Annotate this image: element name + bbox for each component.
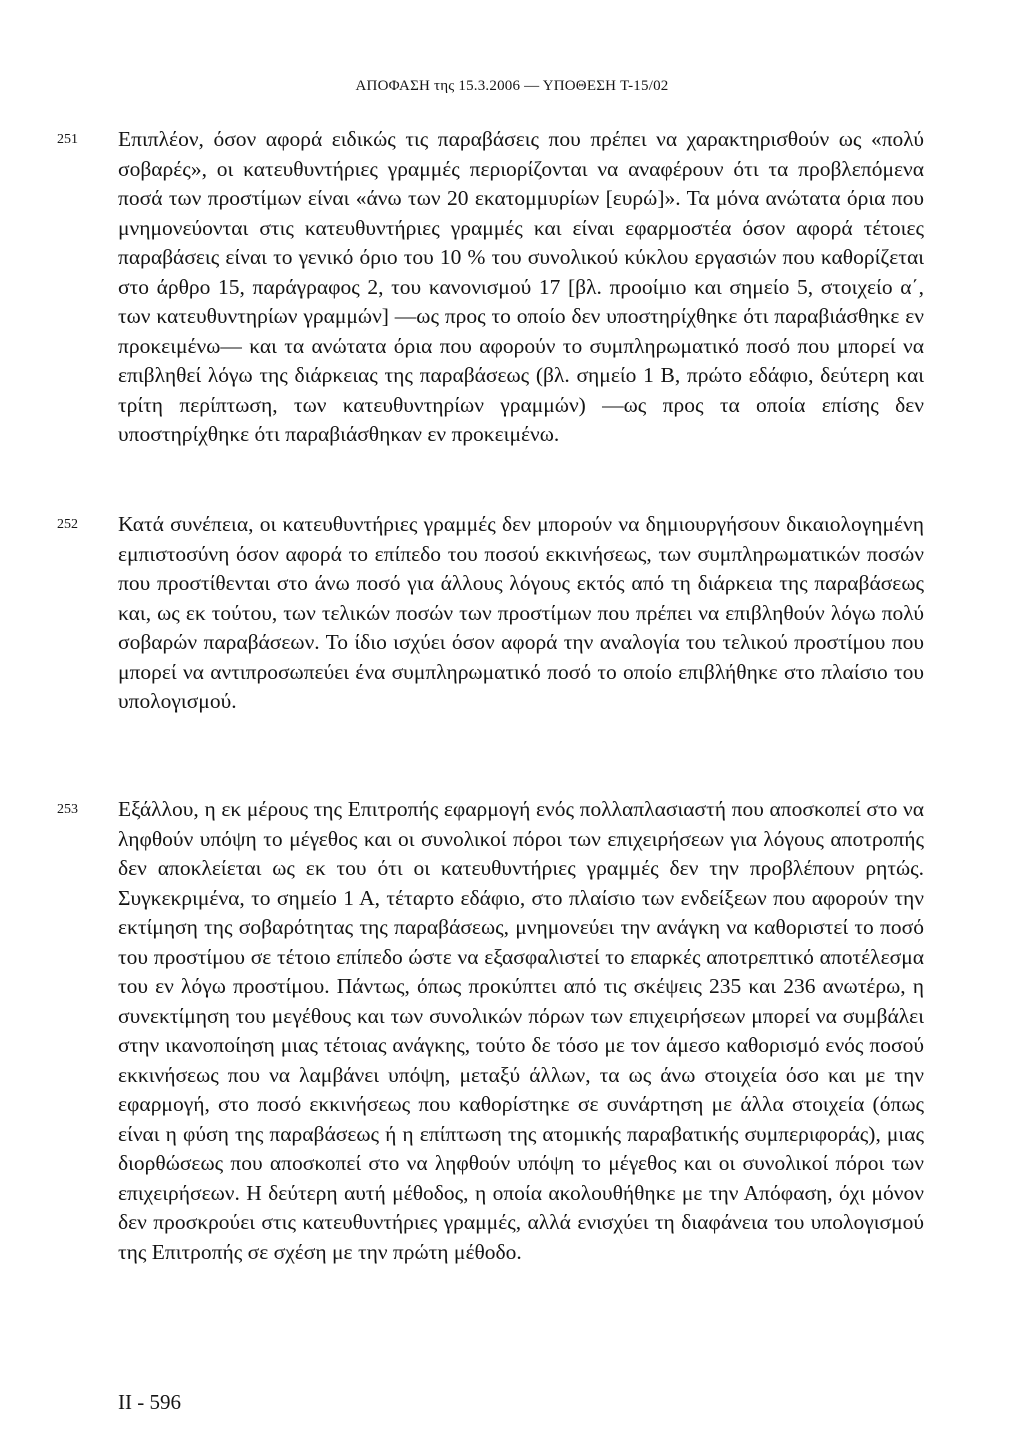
paragraph-text: Κατά συνέπεια, οι κατευθυντήριες γραμμές δεν μπορούν να δημιουργήσουν δικαιολογημένη εμπιστοσύνη όσον αφορά το επίπεδο του ποσού εκκινήσεως, των συμπληρωματικών ποσών που προστίθενται στο άνω ποσό για άλλους λόγους εκτός από τη διάρκεια της παραβάσεως και, ως εκ τούτου, των τελικών ποσών των προστίμων που πρέπει να επιβληθούν λόγω πολύ σοβαρών παραβάσεων. Το ίδιο ισχύει όσον αφορά την αναλογία του τελικού προστίμου που μπορεί να αντιπροσωπεύει ένα συμπληρωματικό ποσό το οποίο επιβλήθηκε στο πλαίσιο του υπολογισμού.: [118, 512, 924, 713]
paragraph-text: Εξάλλου, η εκ μέρους της Επιτροπής εφαρμογή ενός πολλαπλασιαστή που αποσκοπεί στο να ληφθούν υπόψη το μέγεθος και οι συνολικοί πόροι των επιχειρήσεων για λόγους αποτροπής δεν αποκλείεται ως εκ του ότι οι κατευθυντήριες γραμμές δεν την προβλέπουν ρητώς. Συγκεκριμένα, το σημείο 1 Α, τέταρτο εδάφιο, στο πλαίσιο των ενδείξεων που αφορούν την εκτίμηση της σοβαρότητας της παραβάσεως, μνημονεύει την ανάγκη να καθοριστεί το ποσό του προστίμου σε τέτοιο επίπεδο ώστε να εξασφαλιστεί το επαρκές αποτρεπτικό αποτέλεσμα του εν λόγω προστίμου. Πάντως, όπως προκύπτει από τις σκέψεις 235 και 236 ανωτέρω, η συνεκτίμηση του μεγέθους και των συνολικών πόρων των επιχειρήσεων μπορεί να συμβάλει στην ικανοποίηση μιας τέτοιας ανάγκης, τούτο δε τόσο με τον άμεσο καθορισμό ενός ποσού εκκινήσεως που να λαμβάνει υπόψη, μεταξύ άλλων, τα ως άνω στοιχεία όσο και με την εφαρμογή, στο ποσό εκκινήσεως που καθορίστηκε σε συνάρτηση με άλλα στοιχεία (όπως είναι η φύση της παραβάσεως ή η επίπτωση της ατομικής παραβατικής συμπεριφοράς), μιας διορθώσεως που αποσκοπεί στο να ληφθούν υπόψη το μέγεθος και οι συνολικοί πόροι των επιχειρήσεων. Η δεύτερη αυτή μέθοδος, η οποία ακολουθήθηκε με την Απόφαση, όχι μόνον δεν προσκρούει στις κατευθυντήριες γραμμές, αλλά ενισχύει τη διαφάνεια του υπολογισμού της Επιτροπής σε σχέση με την πρώτη μέθοδο.: [118, 797, 924, 1264]
paragraph-number: 251: [57, 132, 78, 147]
page-number: II - 596: [118, 1390, 181, 1414]
paragraph-number: 252: [57, 517, 78, 532]
running-header: ΑΠΟΦΑΣΗ της 15.3.2006 — ΥΠΟΘΕΣΗ T-15/02: [355, 78, 669, 94]
paragraph-text: Επιπλέον, όσον αφορά ειδικώς τις παραβάσεις που πρέπει να χαρακτηρισθούν ως «πολύ σοβαρές», οι κατευθυντήριες γραμμές περιορίζονται να αναφέρουν ότι τα προβλεπόμενα ποσά των προστίμων είναι «άνω των 20 εκατομμυρίων [ευρώ]». Τα μόνα ανώτατα όρια που μνημονεύονται στις κατευθυντήριες γραμμές και είναι εφαρμοστέα όσον αφορά τέτοιες παραβάσεις είναι το γενικό όριο του 10 % του συνολικού κύκλου εργασιών που καθορίζεται στο άρθρο 15, παράγραφος 2, του κανονισμού 17 [βλ. προοίμιο και σημείο 5, στοιχείο α΄, των κατευθυντηρίων γραμμών] —ως προς το οποίο δεν υποστηρίχθηκε ότι παραβιάσθηκε εν προκειμένω— και τα ανώτατα όρια που αφορούν το συμπληρωματικό ποσό που μπορεί να επιβληθεί λόγω της διάρκειας της παραβάσεως (βλ. σημείο 1 Β, πρώτο εδάφιο, δεύτερη και τρίτη περίπτωση, των κατευθυντηρίων γραμμών) —ως προς τα οποία επίσης δεν υποστηρίχθηκε ότι παραβιάσθηκαν εν προκειμένω.: [118, 127, 924, 446]
paragraph-number: 253: [57, 802, 78, 817]
